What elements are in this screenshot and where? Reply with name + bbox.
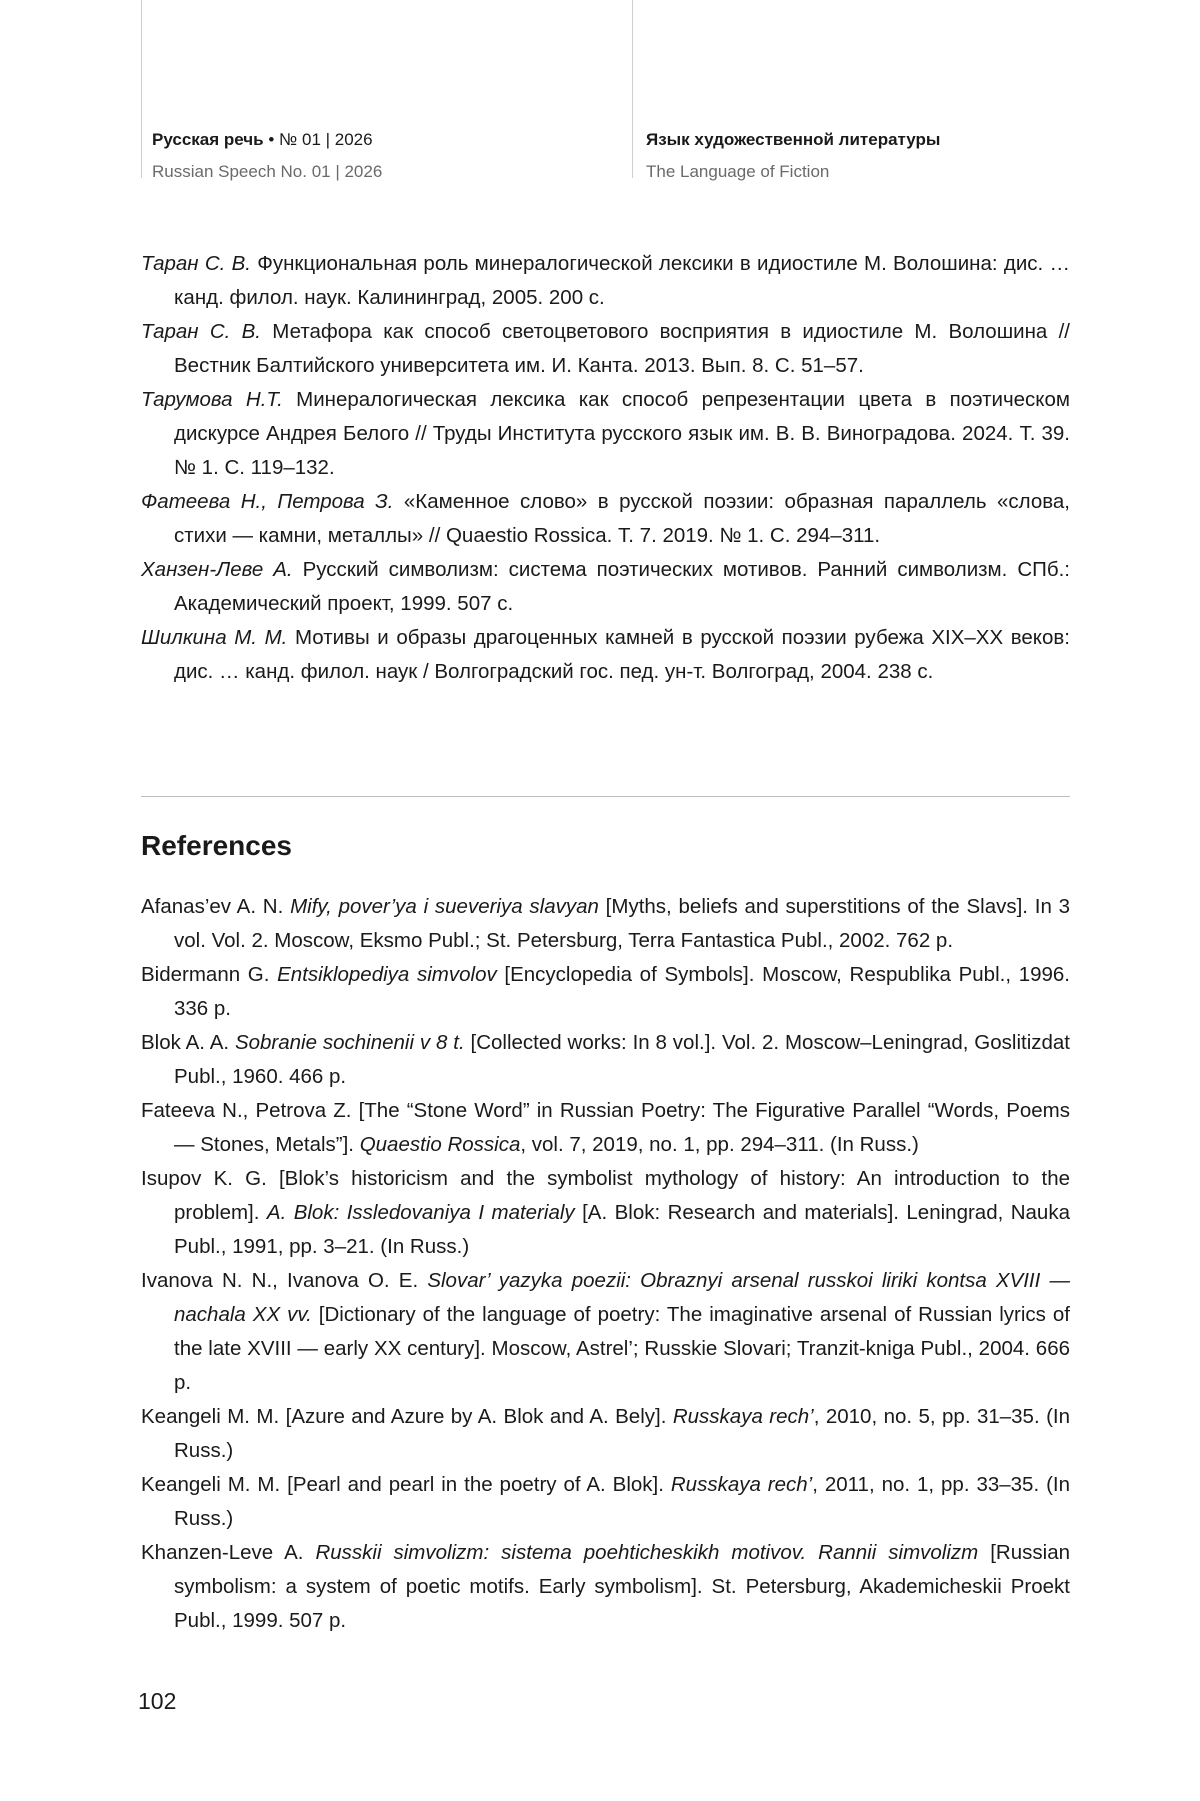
entry-post: , 2010, no. 5, pp. 31–35. (In Russ.) [174, 1405, 1071, 1462]
section-divider [141, 796, 1070, 797]
entry-post: [Dictionary of the language of poetry: The imaginative arsenal of Russian lyrics of the late XVIII — early XX century]. Moscow, Astrel’; Russkie Slovari; Tranzit-kniga Publ., 2004. 666 p. [174, 1303, 1070, 1394]
entry-post: [Russian symbolism: a system of poetic motifs. Early symbolism]. St. Petersburg, Akademicheskii Proekt Publ., 1999. 507 p. [174, 1541, 1070, 1632]
entry-pre: Bidermann G. [141, 963, 278, 986]
reference-entry [141, 1094, 1070, 1162]
reference-entry [141, 1162, 1070, 1264]
bibliography-entry [141, 247, 1070, 315]
entry-italic: Slovar’ yazyka poezii: Obraznyi arsenal russkoi liriki kontsa XVIII — nachala XX vv. [174, 1269, 1070, 1326]
bibliography-entry [141, 383, 1070, 485]
entry-italic: A. Blok: Issledovaniya I materialy [266, 1201, 575, 1224]
section-header [646, 124, 940, 188]
entry-pre: Afanas’ev A. N. [141, 895, 291, 918]
section-title: Язык художественной литературы [646, 130, 941, 149]
reference-entry [141, 1400, 1070, 1468]
entry-pre: Keangeli M. M. [Pearl and pearl in the poetry of A. Blok]. [141, 1473, 671, 1496]
header-divider-right [632, 0, 633, 178]
entry-text: Минералогическая лексика как способ репрезентации цвета в поэтическом дискурсе Андрея Белого // Труды Института русского язык им. В. В. Виноградова. 2024. Т. 39. № 1. С. 119–132. [174, 388, 1070, 479]
bibliography-entry [141, 553, 1070, 621]
journal-title: Русская речь [152, 130, 264, 149]
entry-italic: Mify, pover’ya i sueveriya slavyan [290, 895, 599, 918]
entry-text: Метафора как способ светоцветового восприятия в идиостиле М. Волошина // Вестник Балтийского университета им. И. Канта. 2013. Вып. 8. С. 51–57. [174, 320, 1070, 377]
page-number: 102 [138, 1688, 177, 1714]
entry-italic: Russkaya rech’ [672, 1405, 814, 1428]
entry-pre: Khanzen-Leve A. [141, 1541, 316, 1564]
entry-pre: Keangeli M. M. [Azure and Azure by A. Blok and A. Bely]. [141, 1405, 673, 1428]
reference-entry [141, 1264, 1070, 1400]
entry-italic: Russkaya rech’ [670, 1473, 813, 1496]
entry-text: Мотивы и образы драгоценных камней в русской поэзии рубежа XIX–XX веков: дис. … канд. филол. наук / Волгоградский гос. пед. ун-т. Волгоград, 2004. 238 с. [174, 626, 1070, 683]
reference-entry [141, 1536, 1070, 1638]
bibliography-entry [141, 621, 1070, 689]
entry-italic: Sobranie sochinenii v 8 t. [234, 1031, 465, 1054]
reference-entry [141, 1468, 1070, 1536]
bibliography-ru [141, 247, 1070, 689]
entry-author: Таран С. В. [141, 320, 262, 343]
entry-italic: Quaestio Rossica [359, 1133, 521, 1156]
references-heading: References [141, 830, 292, 861]
journal-issue: • № 01 | 2026 [263, 130, 373, 149]
entry-text: Русский символизм: система поэтических мотивов. Ранний символизм. СПб.: Академический проект, 1999. 507 с. [174, 558, 1070, 615]
bibliography-entry [141, 485, 1070, 553]
journal-header [152, 124, 382, 188]
entry-text: Функциональная роль минералогической лексики в идиостиле М. Волошина: дис. … канд. филол. наук. Калининград, 2005. 200 с. [174, 252, 1070, 309]
journal-title-line [152, 124, 382, 156]
section-subtitle: The Language of Fiction [646, 162, 830, 181]
entry-post: [Encyclopedia of Symbols]. Moscow, Respublika Publ., 1996. 336 p. [174, 963, 1070, 1020]
entry-pre: Isupov K. G. [Blok’s historicism and the symbolist mythology of history: An introduction to the problem]. [141, 1167, 1070, 1224]
reference-entry [141, 1026, 1070, 1094]
entry-post: , 2011, no. 1, pp. 33–35. (In Russ.) [174, 1473, 1070, 1530]
bibliography-entry [141, 315, 1070, 383]
entry-author: Тарумова Н.Т. [141, 388, 283, 411]
entry-italic: Entsiklopediya simvolov [277, 963, 497, 986]
reference-entry [141, 958, 1070, 1026]
entry-author: Ханзен-Леве А. [141, 558, 293, 581]
references-en [141, 890, 1070, 1638]
entry-text: «Каменное слово» в русской поэзии: образная параллель «слова, стихи — камни, металлы» // Quaestio Rossica. Т. 7. 2019. № 1. С. 294–311. [174, 490, 1070, 547]
entry-author: Фатеева Н., Петрова З. [141, 490, 394, 513]
entry-post: [Myths, beliefs and superstitions of the Slavs]. In 3 vol. Vol. 2. Moscow, Eksmo Publ.; St. Petersburg, Terra Fantastica Publ., 2002. 762 p. [174, 895, 1071, 952]
entry-pre: Fateeva N., Petrova Z. [The “Stone Word” in Russian Poetry: The Figurative Parallel “Words, Poems — Stones, Metals”]. [141, 1099, 1070, 1156]
entry-author: Шилкина М. М. [141, 626, 288, 649]
entry-post: , vol. 7, 2019, no. 1, pp. 294–311. (In Russ.) [520, 1133, 919, 1156]
entry-post: [A. Blok: Research and materials]. Leningrad, Nauka Publ., 1991, pp. 3–21. (In Russ.) [174, 1201, 1070, 1258]
reference-entry [141, 890, 1070, 958]
journal-subtitle: Russian Speech No. 01 | 2026 [152, 162, 383, 181]
header-divider-left [141, 0, 142, 178]
entry-post: [Collected works: In 8 vol.]. Vol. 2. Moscow–Leningrad, Goslitizdat Publ., 1960. 466 p. [174, 1031, 1070, 1088]
entry-pre: Ivanova N. N., Ivanova O. E. [141, 1269, 428, 1292]
entry-pre: Blok A. A. [141, 1031, 235, 1054]
entry-italic: Russkii simvolizm: sistema poehticheskikh motivov. Rannii simvolizm [315, 1541, 979, 1564]
entry-author: Таран С. В. [141, 252, 251, 275]
